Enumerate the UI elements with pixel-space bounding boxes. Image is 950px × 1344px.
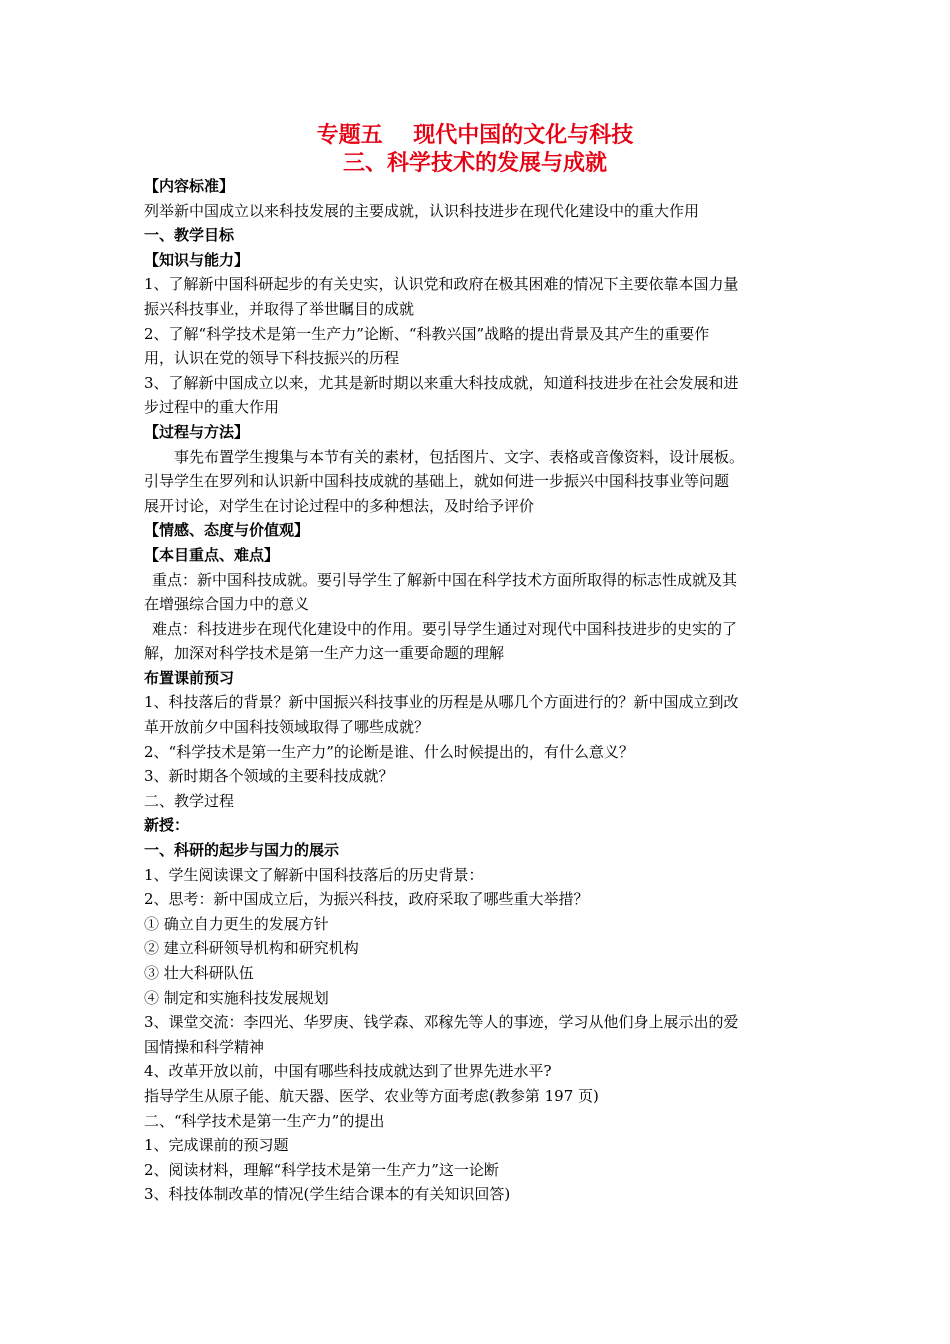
list-item: ③ 壮大科研队伍 xyxy=(144,964,254,982)
paragraph-line: 步过程中的重大作用 xyxy=(144,398,280,417)
paragraph-line: 用，认识在党的领导下科技振兴的历程 xyxy=(144,349,400,368)
section-heading: 新授： xyxy=(144,816,190,835)
paragraph-line: 在增强综合国力中的意义 xyxy=(144,595,310,614)
list-item: ④ 制定和实施科技发展规划 xyxy=(144,988,329,1007)
paragraph-line: 难点：科技进步在现代化建设中的作用。要引导学生通过对现代中国科技进步的史实的了 xyxy=(152,619,738,638)
paragraph-line: 国情操和科学精神 xyxy=(144,1037,265,1056)
list-item: ① 确立自力更生的发展方针 xyxy=(144,914,329,933)
paragraph-line: 解，加深对科学技术是第一生产力这一重要命题的理解 xyxy=(144,644,505,663)
paragraph-line: 3、新时期各个领域的主要科技成就？ xyxy=(144,767,394,786)
page-subtitle: 三、科学技术的发展与成就 xyxy=(342,151,607,176)
section-heading: 【本目重点、难点】 xyxy=(144,545,280,564)
paragraph-line: 4、改革开放以前，中国有哪些科技成就达到了世界先进水平? xyxy=(144,1062,552,1081)
title-block xyxy=(0,122,950,178)
page-title: 专题五 现代中国的文化与科技 xyxy=(316,123,634,148)
paragraph-line: 展开讨论，对学生在讨论过程中的多种想法，及时给予评价 xyxy=(144,496,535,515)
section-heading: 一、科研的起步与国力的展示 xyxy=(144,841,340,860)
document-body xyxy=(144,174,810,1207)
section-heading: 【情感、态度与价值观】 xyxy=(144,521,310,540)
section-heading: 布置课前预习 xyxy=(144,668,235,687)
paragraph-line: 1、学生阅读课文了解新中国科技落后的历史背景： xyxy=(144,865,484,884)
paragraph-line: 3、科技体制改革的情况(学生结合课本的有关知识回答) xyxy=(144,1185,511,1204)
paragraph-line: 二、教学过程 xyxy=(144,791,235,810)
paragraph-line: 事先布置学生搜集与本节有关的素材，包括图片、文字、表格或音像资料，设计展板。 xyxy=(174,447,745,466)
paragraph-line: 重点：新中国科技成就。要引导学生了解新中国在科学技术方面所取得的标志性成就及其 xyxy=(152,570,738,589)
paragraph-line: 1、了解新中国科研起步的有关史实，认识党和政府在极其困难的情况下主要依靠本国力量 xyxy=(144,275,739,294)
paragraph-line: 3、课堂交流：李四光、华罗庚、钱学森、邓稼先等人的事迹，学习从他们身上展示出的爱 xyxy=(144,1013,739,1032)
section-heading: 【知识与能力】 xyxy=(144,250,250,269)
paragraph-line: 1、科技落后的背景？新中国振兴科技事业的历程是从哪几个方面进行的？新中国成立到改 xyxy=(144,693,739,712)
paragraph-line: 振兴科技事业，并取得了举世瞩目的成就 xyxy=(144,299,415,318)
paragraph-line: 列举新中国成立以来科技发展的主要成就，认识科技进步在现代化建设中的重大作用 xyxy=(144,201,700,220)
paragraph-line: 2、了解“科学技术是第一生产力”论断、“科教兴国”战略的提出背景及其产生的重要作 xyxy=(144,324,710,343)
paragraph-line: 指导学生从原子能、航天器、医学、农业等方面考虑(教参第 197 页) xyxy=(144,1086,599,1105)
paragraph-line: 引导学生在罗列和认识新中国科技成就的基础上，就如何进一步振兴中国科技事业等问题 xyxy=(144,472,730,491)
section-heading: 一、教学目标 xyxy=(144,226,235,245)
paragraph-line: 3、了解新中国成立以来，尤其是新时期以来重大科技成就，知道科技进步在社会发展和进 xyxy=(144,373,739,392)
section-heading: 【过程与方法】 xyxy=(144,422,250,441)
paragraph-line: 2、阅读材料，理解“科学技术是第一生产力”这一论断 xyxy=(144,1160,499,1179)
list-item: ② 建立科研领导机构和研究机构 xyxy=(144,939,359,958)
paragraph-line: 2、“科学技术是第一生产力”的论断是谁、什么时候提出的，有什么意义？ xyxy=(144,742,634,761)
section-heading: 【内容标准】 xyxy=(144,177,235,195)
paragraph-line: 2、思考：新中国成立后，为振兴科技，政府采取了哪些重大举措？ xyxy=(144,890,589,909)
paragraph-line: 革开放前夕中国科技领域取得了哪些成就？ xyxy=(144,718,430,737)
paragraph-line: 二、“科学技术是第一生产力”的提出 xyxy=(144,1111,385,1130)
paragraph-line: 1、完成课前的预习题 xyxy=(144,1136,289,1155)
